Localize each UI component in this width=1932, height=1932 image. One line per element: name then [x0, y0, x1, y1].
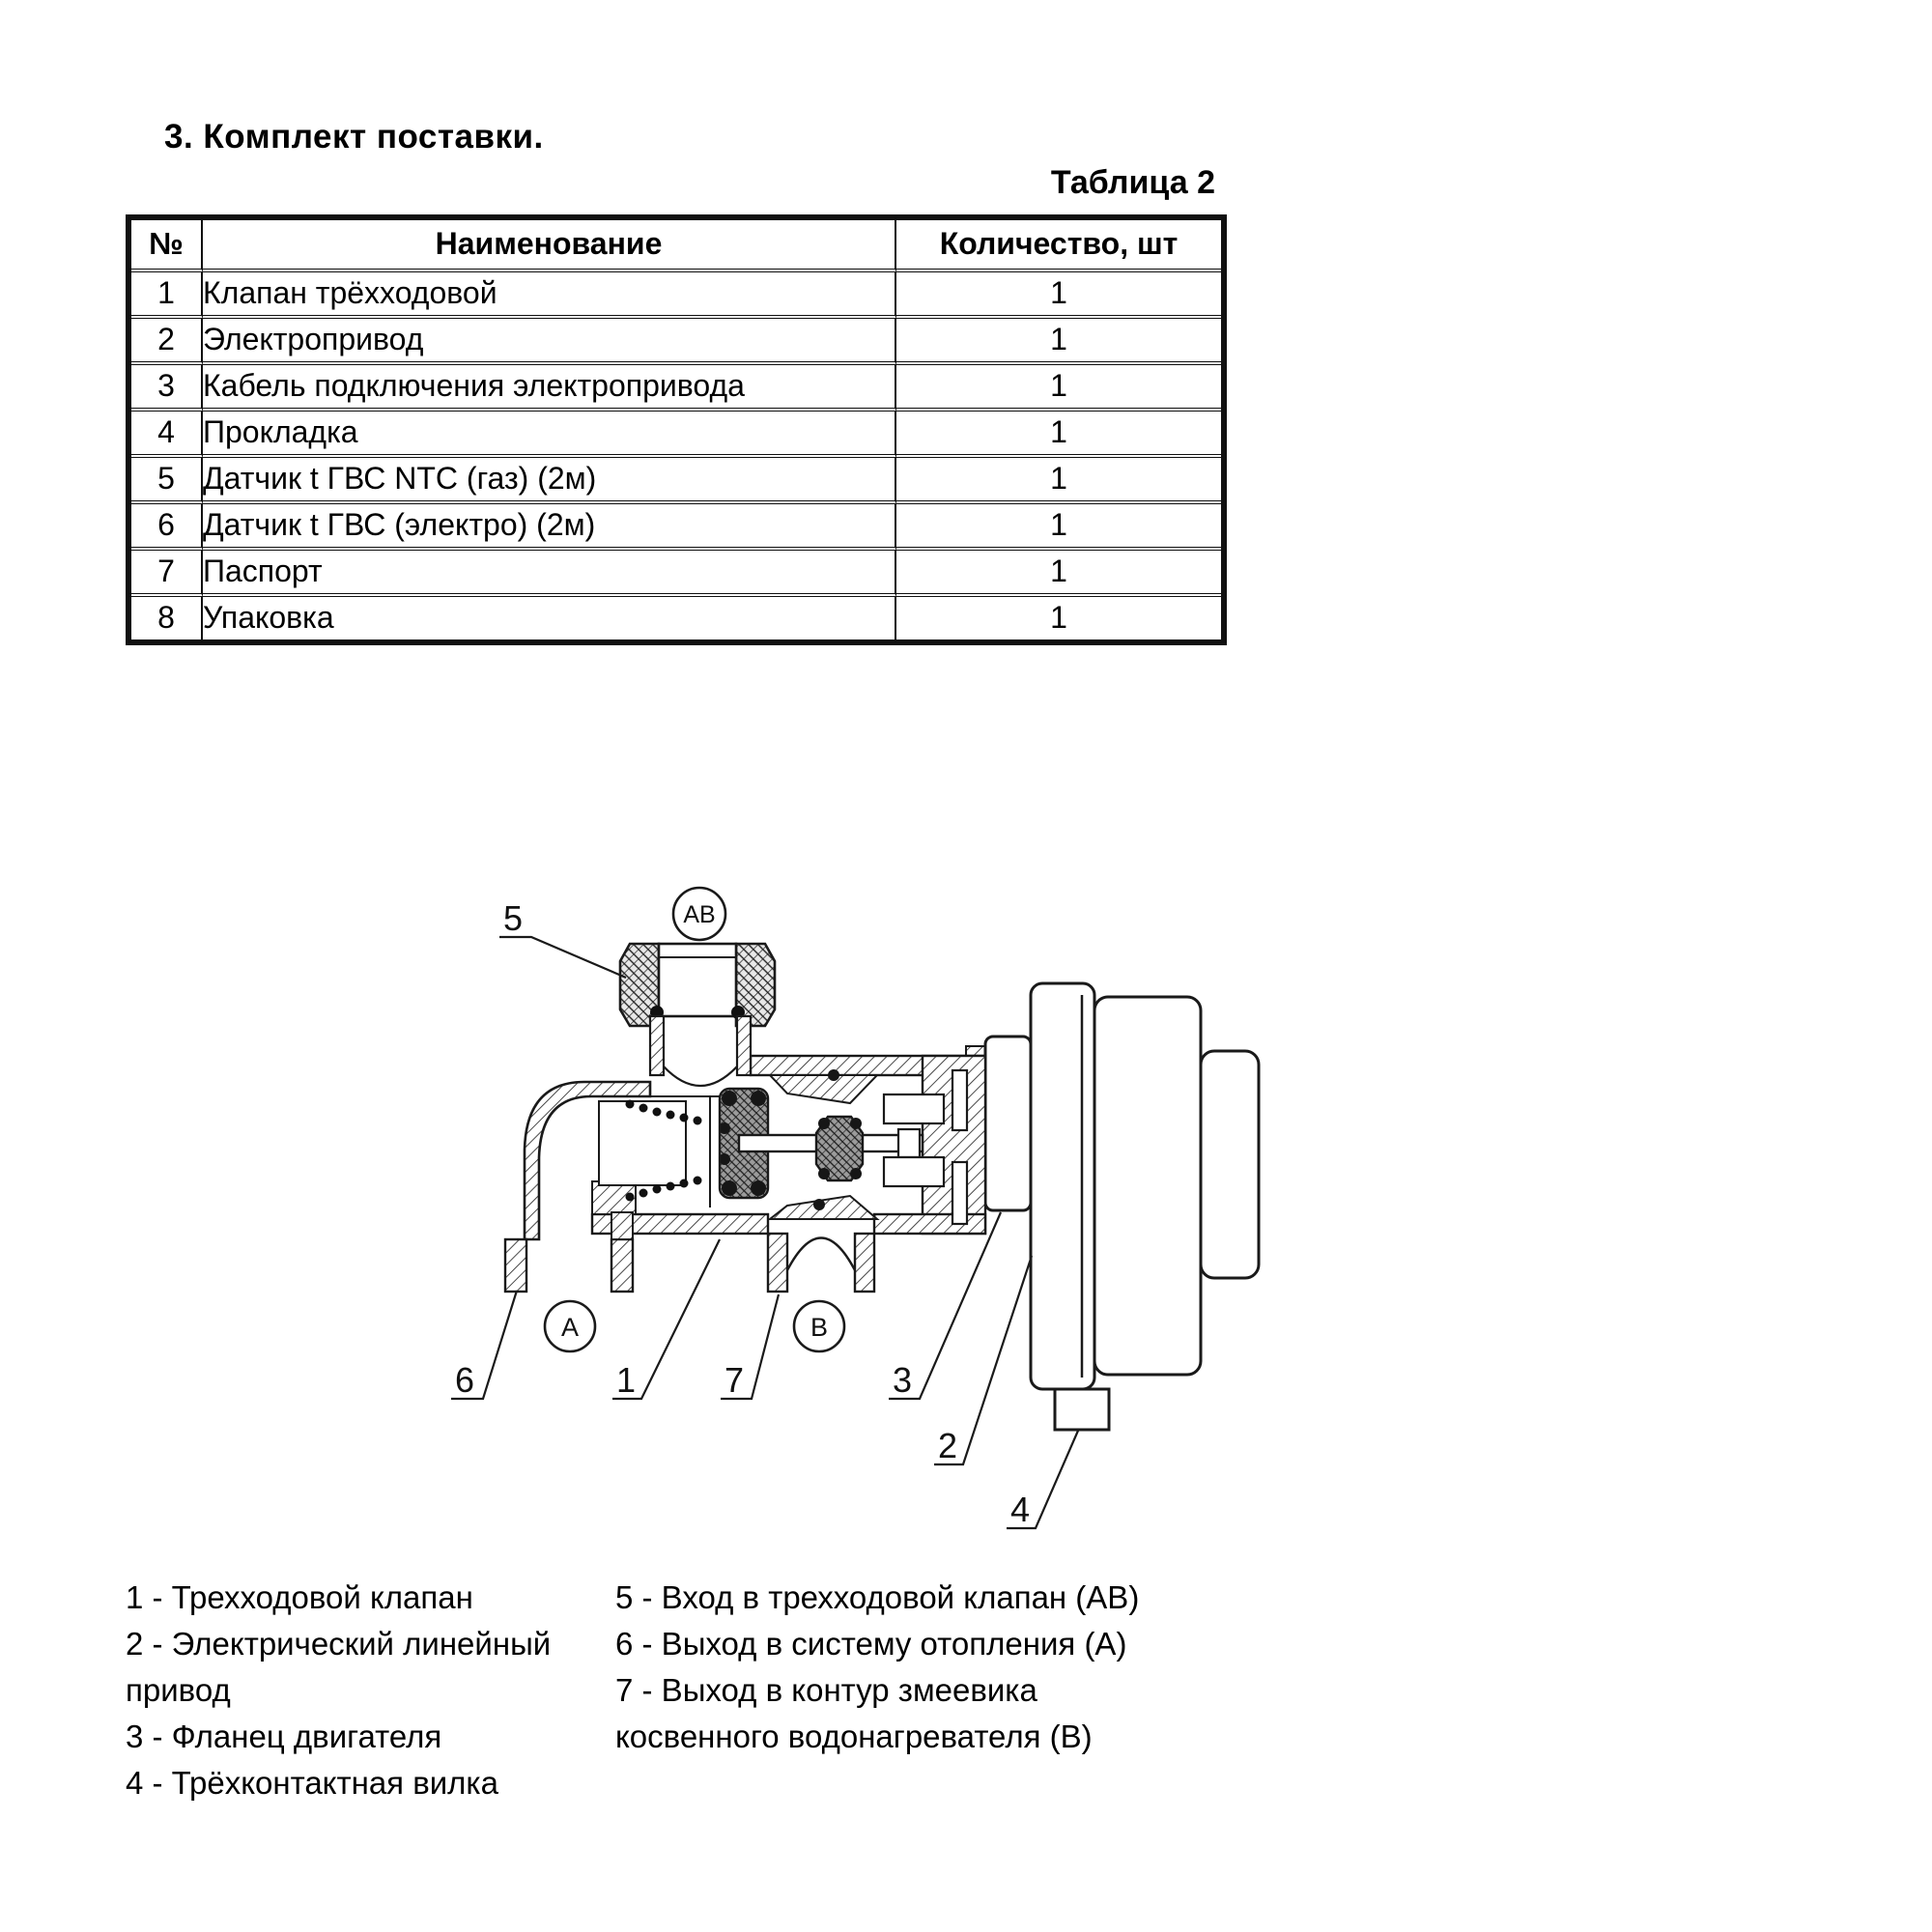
row-quantity: 1 — [896, 551, 1221, 597]
row-name: Датчик t ГВС NTC (газ) (2м) — [203, 458, 896, 504]
row-quantity: 1 — [896, 504, 1221, 551]
row-name: Кабель подключения электропривода — [203, 365, 896, 412]
row-number: 1 — [131, 272, 203, 319]
row-name: Прокладка — [203, 412, 896, 458]
plug-connector — [1055, 1389, 1109, 1430]
port-ab-label: AB — [683, 901, 716, 928]
row-number: 3 — [131, 365, 203, 412]
row-quantity: 1 — [896, 412, 1221, 458]
callout-6: 6 — [454, 1360, 475, 1400]
callout-7: 7 — [724, 1360, 745, 1400]
callout-4: 4 — [1009, 1490, 1031, 1529]
row-number: 8 — [131, 597, 203, 639]
inlet-union-nut — [620, 944, 775, 1026]
row-number: 7 — [131, 551, 203, 597]
port-a-label: A — [560, 1313, 580, 1342]
header-name: Наименование — [203, 220, 896, 272]
callout-1: 1 — [615, 1360, 637, 1400]
row-number: 6 — [131, 504, 203, 551]
row-quantity: 1 — [896, 458, 1221, 504]
header-quantity: Количество, шт — [896, 220, 1221, 272]
row-number: 2 — [131, 319, 203, 365]
legend-left-column — [126, 1575, 613, 1806]
legend-item: 4 - Трёхконтактная вилка — [126, 1765, 498, 1801]
row-quantity: 1 — [896, 272, 1221, 319]
legend-item: 2 - Электрический линейный привод — [126, 1626, 552, 1708]
outlet-b-pipe — [768, 1234, 874, 1292]
row-quantity: 1 — [896, 319, 1221, 365]
row-name: Упаковка — [203, 597, 896, 639]
legend-item: 3 - Фланец двигателя — [126, 1719, 442, 1754]
table-caption: Таблица 2 — [1050, 164, 1215, 201]
row-quantity: 1 — [896, 597, 1221, 639]
actuator-body — [1031, 983, 1259, 1389]
callout-5: 5 — [502, 898, 524, 938]
port-b-label: B — [810, 1313, 829, 1342]
row-name: Электропривод — [203, 319, 896, 365]
row-number: 5 — [131, 458, 203, 504]
row-name: Паспорт — [203, 551, 896, 597]
legend-item: 5 - Вход в трехходовой клапан (АВ) — [615, 1579, 1140, 1615]
section-heading: 3. Комплект поставки. — [164, 118, 544, 156]
row-quantity: 1 — [896, 365, 1221, 412]
legend-item: 7 - Выход в контур змеевика косвенного водонагревателя (В) — [615, 1672, 1093, 1754]
header-number: № — [131, 220, 203, 272]
row-number: 4 — [131, 412, 203, 458]
callout-3: 3 — [892, 1360, 913, 1400]
row-name: Клапан трёхходовой — [203, 272, 896, 319]
row-name: Датчик t ГВС (электро) (2м) — [203, 504, 896, 551]
legend-item: 1 - Трехходовой клапан — [126, 1579, 473, 1615]
callout-2: 2 — [937, 1426, 958, 1465]
legend-right-column — [615, 1575, 1176, 1760]
legend-item: 6 - Выход в систему отопления (А) — [615, 1626, 1127, 1662]
